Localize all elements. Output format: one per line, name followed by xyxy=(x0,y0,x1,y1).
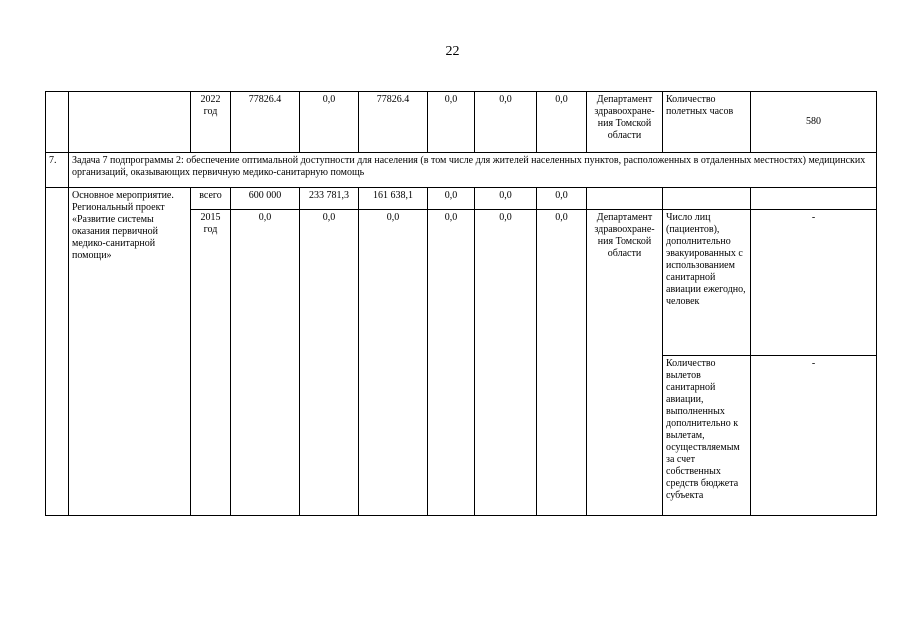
table-row xyxy=(46,188,877,210)
year-cell: 2015 год xyxy=(191,210,231,516)
federal-cell: 0,0 xyxy=(300,210,359,516)
event-name-cell xyxy=(69,92,191,153)
indicator-value-cell: 580 xyxy=(751,92,877,153)
indicator-value-cell xyxy=(751,188,877,210)
municipal-cell: 0,0 xyxy=(428,210,475,516)
num-cell xyxy=(46,92,69,153)
task-number: 7. xyxy=(46,153,69,188)
task-text: Задача 7 подпрограммы 2: обеспечение оптимальной доступности для населения (в том числе для жителей населенных пунктов, расположенных в отдаленных местностях) медицинских организаций, оказывающих первичную медико-санитарную помощь xyxy=(69,153,877,188)
indicator-value-cell: - xyxy=(751,356,877,516)
total-cell: 0,0 xyxy=(231,210,300,516)
extra-cell: 0,0 xyxy=(537,188,587,210)
indicator-cell: Число лиц (пациентов), дополнительно эвакуированных с использованием санитарной авиации ежегодно, человек xyxy=(663,210,751,356)
year-cell: всего xyxy=(191,188,231,210)
regional-cell: 161 638,1 xyxy=(359,188,428,210)
event-name-cell: Основное мероприятие. Региональный проект «Развитие системы оказания первичной медико-санитарной помощи» xyxy=(69,188,191,516)
municipal-cell: 0,0 xyxy=(428,188,475,210)
other-cell: 0,0 xyxy=(475,210,537,516)
indicator-cell xyxy=(663,188,751,210)
indicator-cell: Количество вылетов санитарной авиации, выполненных дополнительно к вылетам, осуществляемым за счет собственных средств бюджета субъекта xyxy=(663,356,751,516)
extra-cell: 0,0 xyxy=(537,210,587,516)
extra-cell: 0,0 xyxy=(537,92,587,153)
other-cell: 0,0 xyxy=(475,188,537,210)
municipal-cell: 0,0 xyxy=(428,92,475,153)
task-row xyxy=(46,153,877,188)
total-cell: 77826.4 xyxy=(231,92,300,153)
num-cell xyxy=(46,188,69,516)
federal-cell: 233 781,3 xyxy=(300,188,359,210)
program-table xyxy=(45,91,877,516)
indicator-value-cell: - xyxy=(751,210,877,356)
page-number: 22 xyxy=(445,44,460,59)
regional-cell: 77826.4 xyxy=(359,92,428,153)
department-cell: Департамент здравоохране-ния Томской области xyxy=(587,210,663,516)
other-cell: 0,0 xyxy=(475,92,537,153)
department-cell: Департамент здравоохране-ния Томской области xyxy=(587,92,663,153)
federal-cell: 0,0 xyxy=(300,92,359,153)
regional-cell: 0,0 xyxy=(359,210,428,516)
table-row xyxy=(46,92,877,153)
total-cell: 600 000 xyxy=(231,188,300,210)
year-cell: 2022 год xyxy=(191,92,231,153)
department-cell xyxy=(587,188,663,210)
indicator-cell: Количество полетных часов xyxy=(663,92,751,153)
